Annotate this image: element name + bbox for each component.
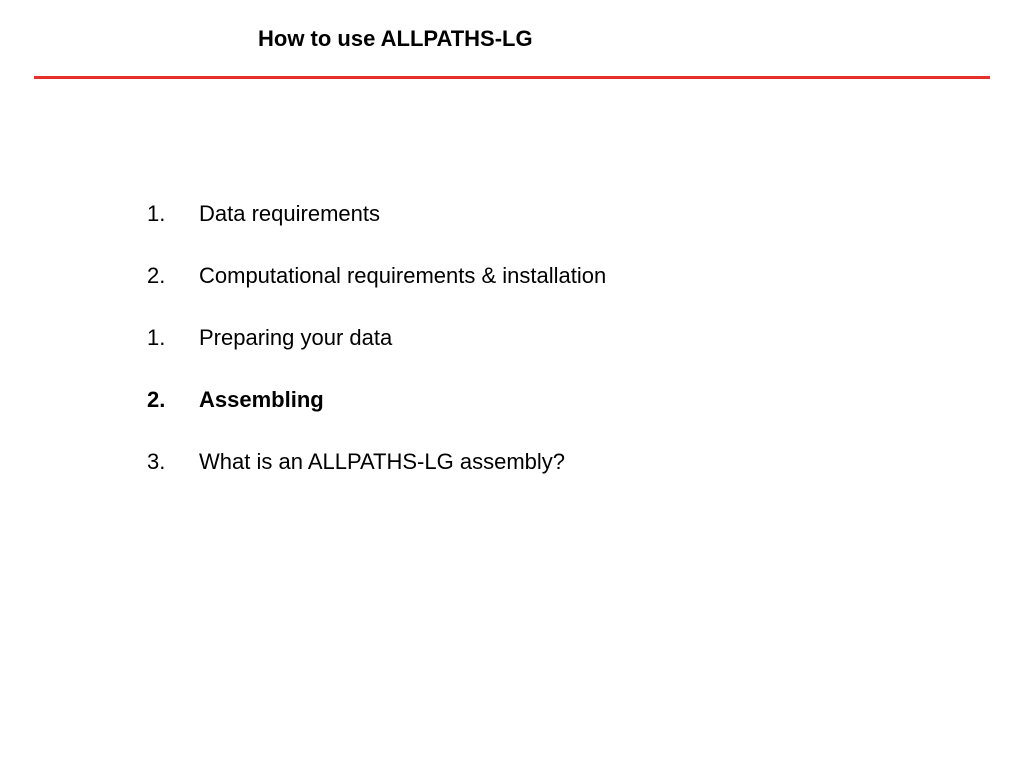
agenda-item-computational-requirements: [147, 262, 606, 324]
agenda-item-data-requirements: [147, 200, 606, 262]
agenda-item-number: 1.: [147, 325, 166, 350]
agenda-item-number: 3.: [147, 449, 166, 474]
agenda-item-assembling: [147, 386, 606, 448]
agenda-item-text: Computational requirements & installation: [199, 263, 607, 288]
agenda-item-what-is-assembly: [147, 448, 606, 510]
title-divider: [34, 76, 990, 79]
agenda-item-preparing-data: [147, 324, 606, 386]
agenda-item-text: What is an ALLPATHS-LG assembly?: [199, 449, 565, 474]
agenda-item-number: 2.: [147, 387, 166, 412]
agenda-item-text: Preparing your data: [199, 325, 393, 350]
agenda-list: [147, 200, 606, 510]
agenda-item-text: Data requirements: [199, 201, 380, 226]
agenda-item-number: 2.: [147, 263, 166, 288]
agenda-item-text: Assembling: [199, 387, 324, 412]
slide-title: How to use ALLPATHS-LG: [258, 26, 533, 51]
agenda-item-number: 1.: [147, 201, 166, 226]
